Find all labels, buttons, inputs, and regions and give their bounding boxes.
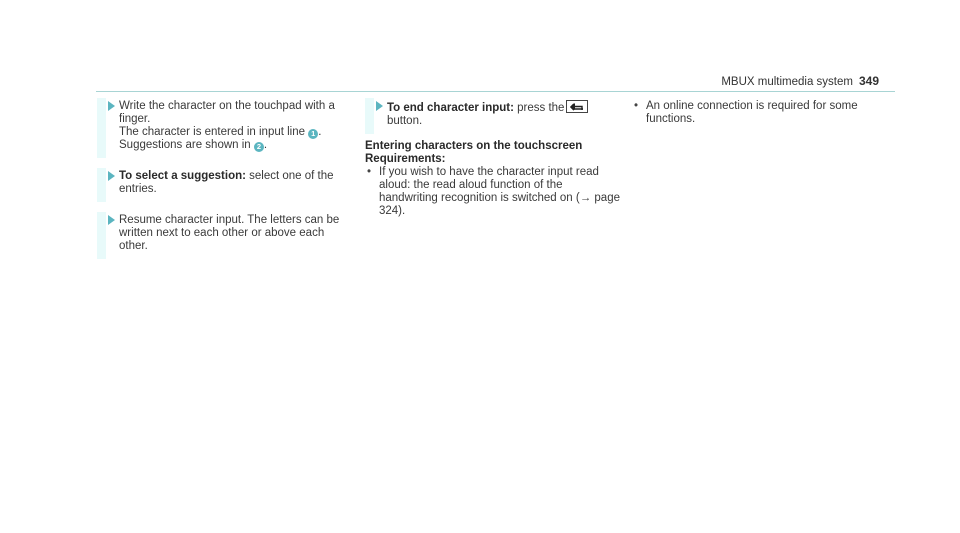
header-rule xyxy=(96,91,895,92)
page-number: 349 xyxy=(858,74,879,88)
step-text xyxy=(387,100,620,128)
step-line-3: Suggestions are shown in xyxy=(119,139,251,151)
column-2 xyxy=(365,100,620,218)
section-title: Entering characters on the touchscreen xyxy=(365,140,583,152)
step-write-character xyxy=(97,100,352,152)
punct: . xyxy=(263,139,268,151)
step-text: Resume character input. The letters can be written next to each other or above each other. xyxy=(119,214,340,252)
requirements-title: Requirements: xyxy=(365,153,446,165)
step-resume-input xyxy=(97,214,352,253)
step-body: select one of the entries. xyxy=(119,170,334,195)
step-arrow-icon xyxy=(108,171,115,181)
step-arrow-icon xyxy=(108,215,115,225)
step-arrow-icon xyxy=(108,101,115,111)
header-title xyxy=(721,74,879,88)
requirement-item: • An online connection is required for some functions. xyxy=(632,100,887,126)
step-bold-label: To end character input: xyxy=(387,102,514,114)
back-arrow-icon xyxy=(566,100,588,113)
column-1 xyxy=(97,100,352,253)
column-3 xyxy=(632,100,887,126)
step-bold-label: To select a suggestion: xyxy=(119,170,246,182)
step-text xyxy=(119,170,352,196)
step-body-post: button. xyxy=(387,115,423,127)
callout-1-icon: 1 xyxy=(308,129,318,139)
page-header xyxy=(0,0,960,96)
step-arrow-icon xyxy=(376,101,383,111)
callout-2-icon: 2 xyxy=(254,142,264,152)
step-select-suggestion xyxy=(97,170,352,196)
step-body-pre: press the xyxy=(513,102,565,114)
manual-title: MBUX multimedia system xyxy=(721,76,853,88)
step-line-2: The character is entered in input line xyxy=(119,126,306,138)
punct: . xyxy=(318,126,322,138)
step-line-1: Write the character on the touchpad with a finger. xyxy=(119,100,335,125)
step-end-input xyxy=(365,100,620,128)
requirement-item: • If you wish to have the character input read aloud: the read aloud function of the handwriting recognition is switched on (→ page 324). xyxy=(365,166,620,218)
step-text xyxy=(119,100,352,152)
